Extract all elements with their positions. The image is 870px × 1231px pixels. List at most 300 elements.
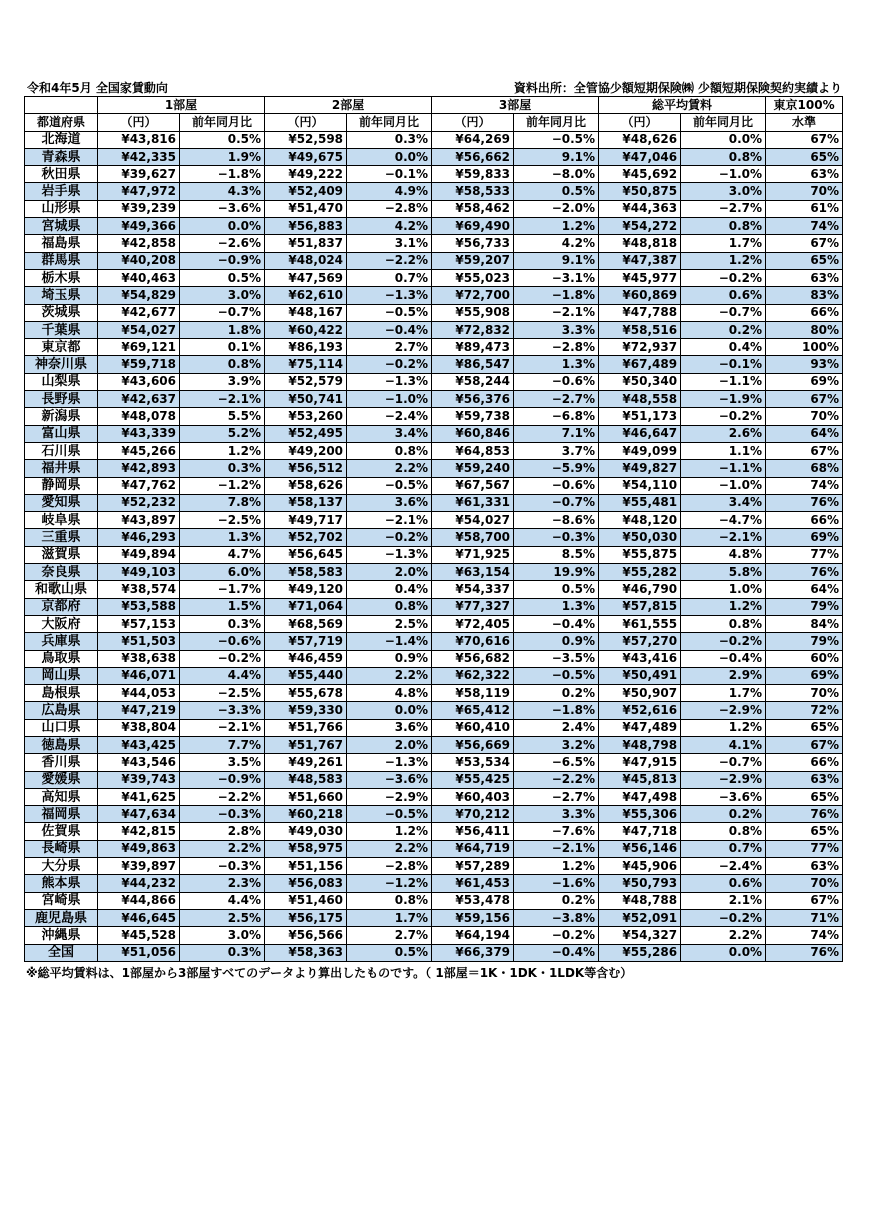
rent-3room-cell: ¥60,403 [432, 788, 514, 805]
rent-3room-cell: ¥60,846 [432, 425, 514, 442]
yoy-2room-cell: 2.5% [347, 615, 432, 632]
rent-2room-cell: ¥51,660 [265, 788, 347, 805]
rent-3room-cell: ¥62,322 [432, 667, 514, 684]
yoy-average-cell: −2.9% [681, 771, 766, 788]
yoy-1room-cell: −2.1% [180, 391, 265, 408]
yoy-3room-cell: −6.5% [514, 754, 599, 771]
rent-average-cell: ¥47,718 [599, 823, 681, 840]
yoy-1room-cell: −1.7% [180, 581, 265, 598]
yoy-2room-cell: −0.4% [347, 321, 432, 338]
yoy-average-cell: −1.1% [681, 460, 766, 477]
yoy-average-cell: 0.8% [681, 218, 766, 235]
yoy-2room-cell: −2.8% [347, 858, 432, 875]
rent-3room-cell: ¥67,567 [432, 477, 514, 494]
rent-1room-cell: ¥49,894 [98, 546, 180, 563]
header-blank [25, 97, 98, 114]
report-header [24, 80, 844, 96]
yoy-1room-cell: 0.5% [180, 269, 265, 286]
tokyo-index-cell: 70% [766, 183, 843, 200]
yoy-3room-cell: −2.2% [514, 771, 599, 788]
yoy-3room-cell: −5.9% [514, 460, 599, 477]
yoy-average-cell: 0.7% [681, 840, 766, 857]
tokyo-index-cell: 65% [766, 823, 843, 840]
rent-1room-cell: ¥47,219 [98, 702, 180, 719]
tokyo-index-cell: 67% [766, 391, 843, 408]
rent-3room-cell: ¥70,212 [432, 806, 514, 823]
yoy-3room-cell: 0.5% [514, 183, 599, 200]
yoy-2room-cell: 0.5% [347, 944, 432, 961]
yoy-3room-cell: 7.1% [514, 425, 599, 442]
yoy-3room-cell: −2.7% [514, 391, 599, 408]
tokyo-index-cell: 76% [766, 564, 843, 581]
table-row [25, 304, 843, 321]
yoy-average-cell: −0.2% [681, 633, 766, 650]
yoy-average-cell: −0.1% [681, 356, 766, 373]
prefecture-cell: 長野県 [25, 391, 98, 408]
tokyo-index-cell: 80% [766, 321, 843, 338]
header-level: 水準 [766, 114, 843, 131]
rent-1room-cell: ¥51,056 [98, 944, 180, 961]
rent-1room-cell: ¥43,425 [98, 736, 180, 753]
yoy-2room-cell: 2.2% [347, 667, 432, 684]
rent-2room-cell: ¥51,470 [265, 200, 347, 217]
rent-2room-cell: ¥56,083 [265, 875, 347, 892]
table-row [25, 823, 843, 840]
prefecture-cell: 高知県 [25, 788, 98, 805]
yoy-1room-cell: −3.6% [180, 200, 265, 217]
yoy-average-cell: −0.2% [681, 408, 766, 425]
yoy-3room-cell: 1.2% [514, 858, 599, 875]
yoy-3room-cell: 9.1% [514, 148, 599, 165]
yoy-2room-cell: −1.3% [347, 754, 432, 771]
yoy-2room-cell: −2.2% [347, 252, 432, 269]
prefecture-cell: 愛媛県 [25, 771, 98, 788]
rent-2room-cell: ¥47,569 [265, 269, 347, 286]
rent-average-cell: ¥45,977 [599, 269, 681, 286]
rent-1room-cell: ¥52,232 [98, 494, 180, 511]
yoy-3room-cell: 3.3% [514, 321, 599, 338]
rent-2room-cell: ¥86,193 [265, 339, 347, 356]
rent-1room-cell: ¥42,893 [98, 460, 180, 477]
rent-2room-cell: ¥48,024 [265, 252, 347, 269]
rent-average-cell: ¥54,110 [599, 477, 681, 494]
table-row [25, 615, 843, 632]
yoy-3room-cell: −0.6% [514, 373, 599, 390]
yoy-2room-cell: 2.2% [347, 840, 432, 857]
yoy-average-cell: 0.2% [681, 806, 766, 823]
prefecture-cell: 長崎県 [25, 840, 98, 857]
rent-3room-cell: ¥56,411 [432, 823, 514, 840]
rent-average-cell: ¥67,489 [599, 356, 681, 373]
prefecture-cell: 宮崎県 [25, 892, 98, 909]
tokyo-index-cell: 72% [766, 702, 843, 719]
rent-average-cell: ¥49,099 [599, 442, 681, 459]
rent-1room-cell: ¥43,816 [98, 131, 180, 148]
yoy-average-cell: 1.2% [681, 598, 766, 615]
table-row [25, 356, 843, 373]
prefecture-cell: 岩手県 [25, 183, 98, 200]
yoy-1room-cell: 5.5% [180, 408, 265, 425]
tokyo-index-cell: 67% [766, 892, 843, 909]
yoy-2room-cell: 4.8% [347, 685, 432, 702]
rent-3room-cell: ¥56,669 [432, 736, 514, 753]
rent-average-cell: ¥45,692 [599, 166, 681, 183]
tokyo-index-cell: 66% [766, 754, 843, 771]
rent-average-cell: ¥48,798 [599, 736, 681, 753]
rent-2room-cell: ¥49,120 [265, 581, 347, 598]
table-row [25, 788, 843, 805]
yoy-2room-cell: 2.0% [347, 736, 432, 753]
tokyo-index-cell: 69% [766, 373, 843, 390]
yoy-3room-cell: −0.4% [514, 615, 599, 632]
header-yen: （円） [432, 114, 514, 131]
table-row [25, 909, 843, 926]
prefecture-cell: 熊本県 [25, 875, 98, 892]
rent-1room-cell: ¥54,027 [98, 321, 180, 338]
prefecture-cell: 滋賀県 [25, 546, 98, 563]
prefecture-cell: 山口県 [25, 719, 98, 736]
yoy-2room-cell: 0.8% [347, 892, 432, 909]
rent-average-cell: ¥55,875 [599, 546, 681, 563]
rent-1room-cell: ¥42,677 [98, 304, 180, 321]
rent-average-cell: ¥55,282 [599, 564, 681, 581]
table-row [25, 373, 843, 390]
table-row [25, 460, 843, 477]
yoy-average-cell: 1.2% [681, 719, 766, 736]
yoy-3room-cell: −0.2% [514, 927, 599, 944]
yoy-2room-cell: −1.0% [347, 391, 432, 408]
yoy-3room-cell: −6.8% [514, 408, 599, 425]
yoy-1room-cell: −2.2% [180, 788, 265, 805]
yoy-3room-cell: −7.6% [514, 823, 599, 840]
rent-3room-cell: ¥58,533 [432, 183, 514, 200]
yoy-1room-cell: 2.3% [180, 875, 265, 892]
tokyo-index-cell: 100% [766, 339, 843, 356]
prefecture-cell: 徳島県 [25, 736, 98, 753]
tokyo-index-cell: 67% [766, 442, 843, 459]
rent-3room-cell: ¥72,700 [432, 287, 514, 304]
rent-2room-cell: ¥53,260 [265, 408, 347, 425]
yoy-3room-cell: −1.8% [514, 702, 599, 719]
table-row [25, 546, 843, 563]
yoy-1room-cell: −0.6% [180, 633, 265, 650]
table-row [25, 442, 843, 459]
rent-2room-cell: ¥55,678 [265, 685, 347, 702]
rent-1room-cell: ¥42,637 [98, 391, 180, 408]
yoy-average-cell: −2.9% [681, 702, 766, 719]
rent-1room-cell: ¥38,638 [98, 650, 180, 667]
rent-average-cell: ¥50,491 [599, 667, 681, 684]
rent-1room-cell: ¥51,503 [98, 633, 180, 650]
table-row [25, 944, 843, 961]
yoy-average-cell: −1.0% [681, 477, 766, 494]
rent-2room-cell: ¥49,261 [265, 754, 347, 771]
rent-1room-cell: ¥69,121 [98, 339, 180, 356]
rent-average-cell: ¥48,788 [599, 892, 681, 909]
tokyo-index-cell: 69% [766, 529, 843, 546]
rent-1room-cell: ¥54,829 [98, 287, 180, 304]
yoy-2room-cell: −2.4% [347, 408, 432, 425]
rent-1room-cell: ¥39,897 [98, 858, 180, 875]
tokyo-index-cell: 93% [766, 356, 843, 373]
tokyo-index-cell: 79% [766, 598, 843, 615]
yoy-1room-cell: −0.3% [180, 858, 265, 875]
yoy-2room-cell: −0.5% [347, 477, 432, 494]
rent-3room-cell: ¥56,662 [432, 148, 514, 165]
report-title: 令和4年5月 全国家賃動向 [27, 81, 168, 95]
tokyo-index-cell: 63% [766, 858, 843, 875]
rent-average-cell: ¥57,270 [599, 633, 681, 650]
rent-1room-cell: ¥46,645 [98, 909, 180, 926]
rent-average-cell: ¥43,416 [599, 650, 681, 667]
yoy-3room-cell: −0.5% [514, 667, 599, 684]
rent-average-cell: ¥50,030 [599, 529, 681, 546]
yoy-3room-cell: 1.3% [514, 356, 599, 373]
yoy-2room-cell: −1.3% [347, 373, 432, 390]
yoy-average-cell: 2.1% [681, 892, 766, 909]
yoy-1room-cell: −3.3% [180, 702, 265, 719]
rent-3room-cell: ¥58,700 [432, 529, 514, 546]
prefecture-cell: 東京都 [25, 339, 98, 356]
yoy-3room-cell: 9.1% [514, 252, 599, 269]
table-row [25, 806, 843, 823]
yoy-1room-cell: 1.9% [180, 148, 265, 165]
rent-3room-cell: ¥72,405 [432, 615, 514, 632]
prefecture-cell: 大阪府 [25, 615, 98, 632]
header-group-average: 総平均賃料 [599, 97, 766, 114]
rent-average-cell: ¥49,827 [599, 460, 681, 477]
yoy-average-cell: −1.1% [681, 373, 766, 390]
yoy-3room-cell: 0.5% [514, 581, 599, 598]
yoy-average-cell: −0.2% [681, 909, 766, 926]
tokyo-index-cell: 60% [766, 650, 843, 667]
prefecture-cell: 富山県 [25, 425, 98, 442]
yoy-1room-cell: 1.5% [180, 598, 265, 615]
yoy-2room-cell: 0.0% [347, 148, 432, 165]
rent-3room-cell: ¥65,412 [432, 702, 514, 719]
yoy-3room-cell: −3.8% [514, 909, 599, 926]
table-row [25, 875, 843, 892]
yoy-3room-cell: 8.5% [514, 546, 599, 563]
yoy-3room-cell: 0.9% [514, 633, 599, 650]
yoy-1room-cell: −0.9% [180, 771, 265, 788]
rent-2room-cell: ¥46,459 [265, 650, 347, 667]
rent-3room-cell: ¥59,833 [432, 166, 514, 183]
report-source: 資料出所：全管協少額短期保険㈱ 少額短期保険契約実績より [513, 81, 842, 95]
rent-average-cell: ¥47,046 [599, 148, 681, 165]
rent-3room-cell: ¥77,327 [432, 598, 514, 615]
yoy-1room-cell: 1.3% [180, 529, 265, 546]
rent-average-cell: ¥44,363 [599, 200, 681, 217]
rent-3room-cell: ¥59,156 [432, 909, 514, 926]
yoy-2room-cell: 3.1% [347, 235, 432, 252]
table-row [25, 736, 843, 753]
yoy-2room-cell: 0.9% [347, 650, 432, 667]
header-yen: （円） [98, 114, 180, 131]
tokyo-index-cell: 77% [766, 840, 843, 857]
table-row [25, 287, 843, 304]
prefecture-cell: 和歌山県 [25, 581, 98, 598]
yoy-1room-cell: 3.0% [180, 287, 265, 304]
tokyo-index-cell: 69% [766, 667, 843, 684]
yoy-3room-cell: 3.7% [514, 442, 599, 459]
yoy-1room-cell: −2.1% [180, 719, 265, 736]
yoy-2room-cell: 4.2% [347, 218, 432, 235]
tokyo-index-cell: 70% [766, 408, 843, 425]
rent-3room-cell: ¥61,453 [432, 875, 514, 892]
prefecture-cell: 三重県 [25, 529, 98, 546]
rent-2room-cell: ¥56,883 [265, 218, 347, 235]
tokyo-index-cell: 74% [766, 927, 843, 944]
tokyo-index-cell: 67% [766, 736, 843, 753]
rent-average-cell: ¥47,498 [599, 788, 681, 805]
tokyo-index-cell: 64% [766, 581, 843, 598]
prefecture-cell: 岡山県 [25, 667, 98, 684]
rent-average-cell: ¥48,818 [599, 235, 681, 252]
yoy-1room-cell: −2.5% [180, 512, 265, 529]
yoy-1room-cell: 3.9% [180, 373, 265, 390]
rent-1room-cell: ¥38,804 [98, 719, 180, 736]
prefecture-cell: 埼玉県 [25, 287, 98, 304]
rent-1room-cell: ¥42,858 [98, 235, 180, 252]
yoy-3room-cell: −0.7% [514, 494, 599, 511]
yoy-average-cell: 1.2% [681, 252, 766, 269]
prefecture-cell: 奈良県 [25, 564, 98, 581]
yoy-average-cell: 0.8% [681, 823, 766, 840]
rent-3room-cell: ¥64,269 [432, 131, 514, 148]
tokyo-index-cell: 74% [766, 477, 843, 494]
yoy-2room-cell: 4.9% [347, 183, 432, 200]
header-prefecture: 都道府県 [25, 114, 98, 131]
rent-table [24, 96, 843, 962]
prefecture-cell: 青森県 [25, 148, 98, 165]
yoy-average-cell: 0.4% [681, 339, 766, 356]
rent-2room-cell: ¥56,175 [265, 909, 347, 926]
rent-1room-cell: ¥39,627 [98, 166, 180, 183]
tokyo-index-cell: 76% [766, 944, 843, 961]
yoy-3room-cell: −0.4% [514, 944, 599, 961]
prefecture-cell: 岐阜県 [25, 512, 98, 529]
rent-2room-cell: ¥52,495 [265, 425, 347, 442]
yoy-1room-cell: −2.6% [180, 235, 265, 252]
yoy-2room-cell: −1.3% [347, 546, 432, 563]
rent-2room-cell: ¥60,422 [265, 321, 347, 338]
yoy-1room-cell: 3.0% [180, 927, 265, 944]
rent-3room-cell: ¥61,331 [432, 494, 514, 511]
yoy-average-cell: −1.0% [681, 166, 766, 183]
yoy-3room-cell: −0.3% [514, 529, 599, 546]
yoy-1room-cell: 0.5% [180, 131, 265, 148]
rent-2room-cell: ¥68,569 [265, 615, 347, 632]
sub-header-row [25, 114, 843, 131]
table-row [25, 321, 843, 338]
yoy-average-cell: 0.2% [681, 321, 766, 338]
yoy-1room-cell: 7.8% [180, 494, 265, 511]
rent-average-cell: ¥50,793 [599, 875, 681, 892]
yoy-2room-cell: 2.7% [347, 927, 432, 944]
rent-2room-cell: ¥58,626 [265, 477, 347, 494]
yoy-1room-cell: 0.3% [180, 615, 265, 632]
yoy-average-cell: −1.9% [681, 391, 766, 408]
rent-3room-cell: ¥72,832 [432, 321, 514, 338]
rent-2room-cell: ¥48,167 [265, 304, 347, 321]
prefecture-cell: 福井県 [25, 460, 98, 477]
tokyo-index-cell: 67% [766, 131, 843, 148]
rent-2room-cell: ¥51,460 [265, 892, 347, 909]
tokyo-index-cell: 76% [766, 806, 843, 823]
rent-3room-cell: ¥57,289 [432, 858, 514, 875]
rent-3room-cell: ¥70,616 [432, 633, 514, 650]
table-row [25, 667, 843, 684]
rent-2room-cell: ¥75,114 [265, 356, 347, 373]
yoy-2room-cell: −1.4% [347, 633, 432, 650]
yoy-average-cell: 3.0% [681, 183, 766, 200]
rent-average-cell: ¥47,788 [599, 304, 681, 321]
header-group-3room: 3部屋 [432, 97, 599, 114]
table-row [25, 425, 843, 442]
prefecture-cell: 宮城県 [25, 218, 98, 235]
prefecture-cell: 鹿児島県 [25, 909, 98, 926]
yoy-average-cell: −0.7% [681, 304, 766, 321]
rent-2room-cell: ¥59,330 [265, 702, 347, 719]
rent-average-cell: ¥57,815 [599, 598, 681, 615]
table-row [25, 927, 843, 944]
tokyo-index-cell: 74% [766, 218, 843, 235]
yoy-2room-cell: −2.9% [347, 788, 432, 805]
yoy-3room-cell: −2.1% [514, 840, 599, 857]
yoy-1room-cell: −0.2% [180, 650, 265, 667]
tokyo-index-cell: 66% [766, 512, 843, 529]
yoy-3room-cell: −2.7% [514, 788, 599, 805]
table-row [25, 633, 843, 650]
yoy-1room-cell: −0.7% [180, 304, 265, 321]
yoy-3room-cell: −2.1% [514, 304, 599, 321]
rent-3room-cell: ¥69,490 [432, 218, 514, 235]
yoy-2room-cell: −0.5% [347, 806, 432, 823]
yoy-1room-cell: 2.8% [180, 823, 265, 840]
header-yen: （円） [599, 114, 681, 131]
table-row [25, 771, 843, 788]
rent-1room-cell: ¥43,546 [98, 754, 180, 771]
tokyo-index-cell: 63% [766, 166, 843, 183]
table-row [25, 529, 843, 546]
table-body [25, 131, 843, 961]
prefecture-cell: 神奈川県 [25, 356, 98, 373]
yoy-3room-cell: −0.6% [514, 477, 599, 494]
rent-average-cell: ¥50,875 [599, 183, 681, 200]
yoy-2room-cell: 0.7% [347, 269, 432, 286]
table-row [25, 269, 843, 286]
rent-average-cell: ¥47,915 [599, 754, 681, 771]
yoy-1room-cell: 6.0% [180, 564, 265, 581]
table-row [25, 391, 843, 408]
table-row [25, 494, 843, 511]
rent-3room-cell: ¥60,410 [432, 719, 514, 736]
rent-1room-cell: ¥47,634 [98, 806, 180, 823]
rent-1room-cell: ¥40,463 [98, 269, 180, 286]
rent-1room-cell: ¥59,718 [98, 356, 180, 373]
yoy-average-cell: 3.4% [681, 494, 766, 511]
yoy-1room-cell: 0.0% [180, 218, 265, 235]
table-row [25, 166, 843, 183]
rent-1room-cell: ¥46,071 [98, 667, 180, 684]
yoy-2room-cell: −1.3% [347, 287, 432, 304]
rent-2room-cell: ¥58,583 [265, 564, 347, 581]
rent-1room-cell: ¥46,293 [98, 529, 180, 546]
rent-average-cell: ¥45,906 [599, 858, 681, 875]
tokyo-index-cell: 66% [766, 304, 843, 321]
rent-3room-cell: ¥59,738 [432, 408, 514, 425]
